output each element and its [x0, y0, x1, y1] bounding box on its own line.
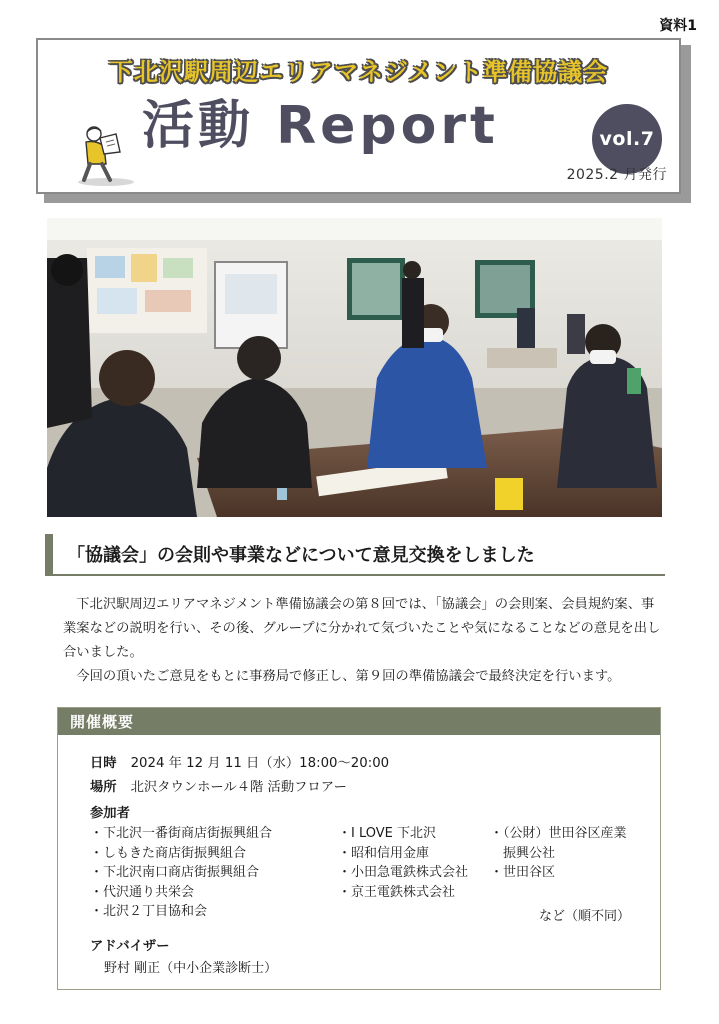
organization-title: 下北沢駅周辺エリアマネジメント準備協議会 — [108, 58, 609, 86]
participant-item: ・代沢通り共栄会 — [90, 884, 195, 900]
article-paragraph: 下北沢駅周辺エリアマネジメント準備協議会の第８回では、「協議会」の会則案、会員規約案、事業案などの説明を行い、その後、グループに分かれて気づいたことや気になることなどの意見を出し合いました。 — [63, 597, 661, 660]
reading-person-mascot-icon — [70, 124, 140, 188]
participant-item: ・下北沢南口商店街振興組合 — [90, 865, 260, 881]
participants-column-1 — [90, 824, 272, 922]
participant-item: ・しもきた商店街振興組合 — [90, 845, 247, 861]
overview-box — [57, 707, 661, 990]
participant-item: ・京王電鉄株式会社 — [338, 884, 456, 900]
meeting-photo — [47, 218, 662, 517]
article-paragraph: 今回の頂いたご意見をもとに事務局で修正し、第９回の準備協議会で最終決定を行います。 — [76, 669, 621, 684]
datetime-value: 2024 年 12 月 11 日（水）18:00〜20:00 — [130, 756, 390, 771]
datetime-label: 日時 — [90, 756, 117, 771]
participant-item: ・下北沢一番街商店街振興組合 — [90, 826, 273, 841]
newsletter-header — [36, 38, 681, 194]
participant-item: ・小田急電鉄株式会社 — [338, 865, 469, 881]
participant-item: ・昭和信用金庫 — [338, 845, 430, 861]
document-label: 資料1 — [659, 18, 697, 34]
participant-item: ・世田谷区 — [490, 865, 556, 881]
participant-item: ・I LOVE 下北沢 — [338, 826, 436, 841]
participant-item: ・北沢２丁目協和会 — [90, 904, 208, 920]
participants-column-3 — [490, 824, 627, 883]
place-row — [90, 776, 347, 795]
overview-title: 開催概要 — [58, 708, 660, 735]
advisor-name: 野村 剛正（中小企業診断士） — [104, 961, 278, 976]
issue-date: 2025.2 月発行 — [566, 167, 667, 183]
participants-label: 参加者 — [90, 806, 130, 821]
article-body — [63, 593, 667, 689]
datetime-row — [90, 752, 389, 771]
participant-item: 振興公社 — [490, 845, 556, 861]
advisor-label: アドバイザー — [90, 939, 170, 954]
report-title: 活動 Report — [142, 96, 499, 156]
place-value: 北沢タウンホール４階 活動フロアー — [130, 780, 347, 795]
place-label: 場所 — [90, 780, 117, 795]
participants-column-2 — [338, 824, 468, 902]
participants-note: など（順不同） — [538, 909, 630, 924]
volume-badge: vol.7 — [592, 104, 662, 174]
article-heading: 「協議会」の会則や事業などについて意見交換をしました — [45, 534, 665, 576]
participant-item: ・（公財）世田谷区産業 — [490, 826, 627, 841]
